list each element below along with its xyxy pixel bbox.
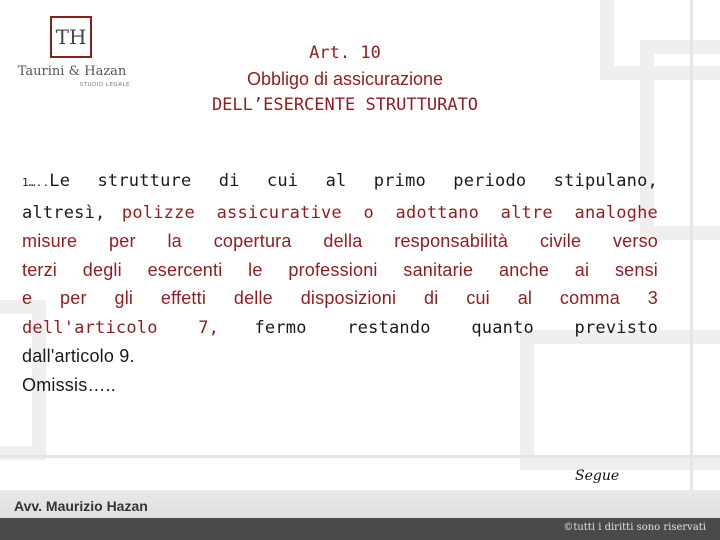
text-line-7: dall'articolo 9. [22,346,135,366]
logo-initials: TH [55,25,87,49]
text-line-6 [22,313,658,343]
text-line-1-content: Le strutture di cui al primo periodo stipulano, [49,171,658,191]
text-line-6-highlight: dell'articolo 7, [22,317,220,338]
text-line-5: e per gli effetti delle disposizioni di cui al comma 3 [22,288,658,308]
text-line-3: misure per la copertura della responsabilità civile verso [22,231,658,251]
title-line-2: Obbligo di assicurazione [246,69,444,89]
text-line-8: Omissis….. [22,374,116,395]
text-line-1 [22,166,658,198]
background-line-horizontal [0,455,720,458]
footer-author: Avv. Maurizio Hazan [14,498,148,514]
paragraph-number: 1….. [22,176,50,189]
copyright-notice: ©tutti i diritti sono riservati [563,522,706,533]
logo-mark [50,16,92,58]
title-line-3: DELL’ESERCENTE STRUTTURATO [211,95,479,115]
text-line-2-start: altresì, [22,202,106,223]
article-text [22,166,658,399]
text-line-6-end: fermo restando quanto previsto [254,317,658,338]
title-line-1: Art. 10 [309,43,381,63]
logo-subtitle: STUDIO LEGALE [79,82,130,88]
text-line-2-highlight: polizze assicurative o adottano altre analoghe [121,202,658,223]
text-line-2 [22,198,658,228]
slide-title [130,40,560,118]
continue-label: Segue [575,468,620,484]
background-line-vertical [690,0,693,490]
text-line-4: terzi degli esercenti le professioni sanitarie anche ai sensi [22,259,658,280]
logo-name: Taurini & Hazan [17,64,127,79]
